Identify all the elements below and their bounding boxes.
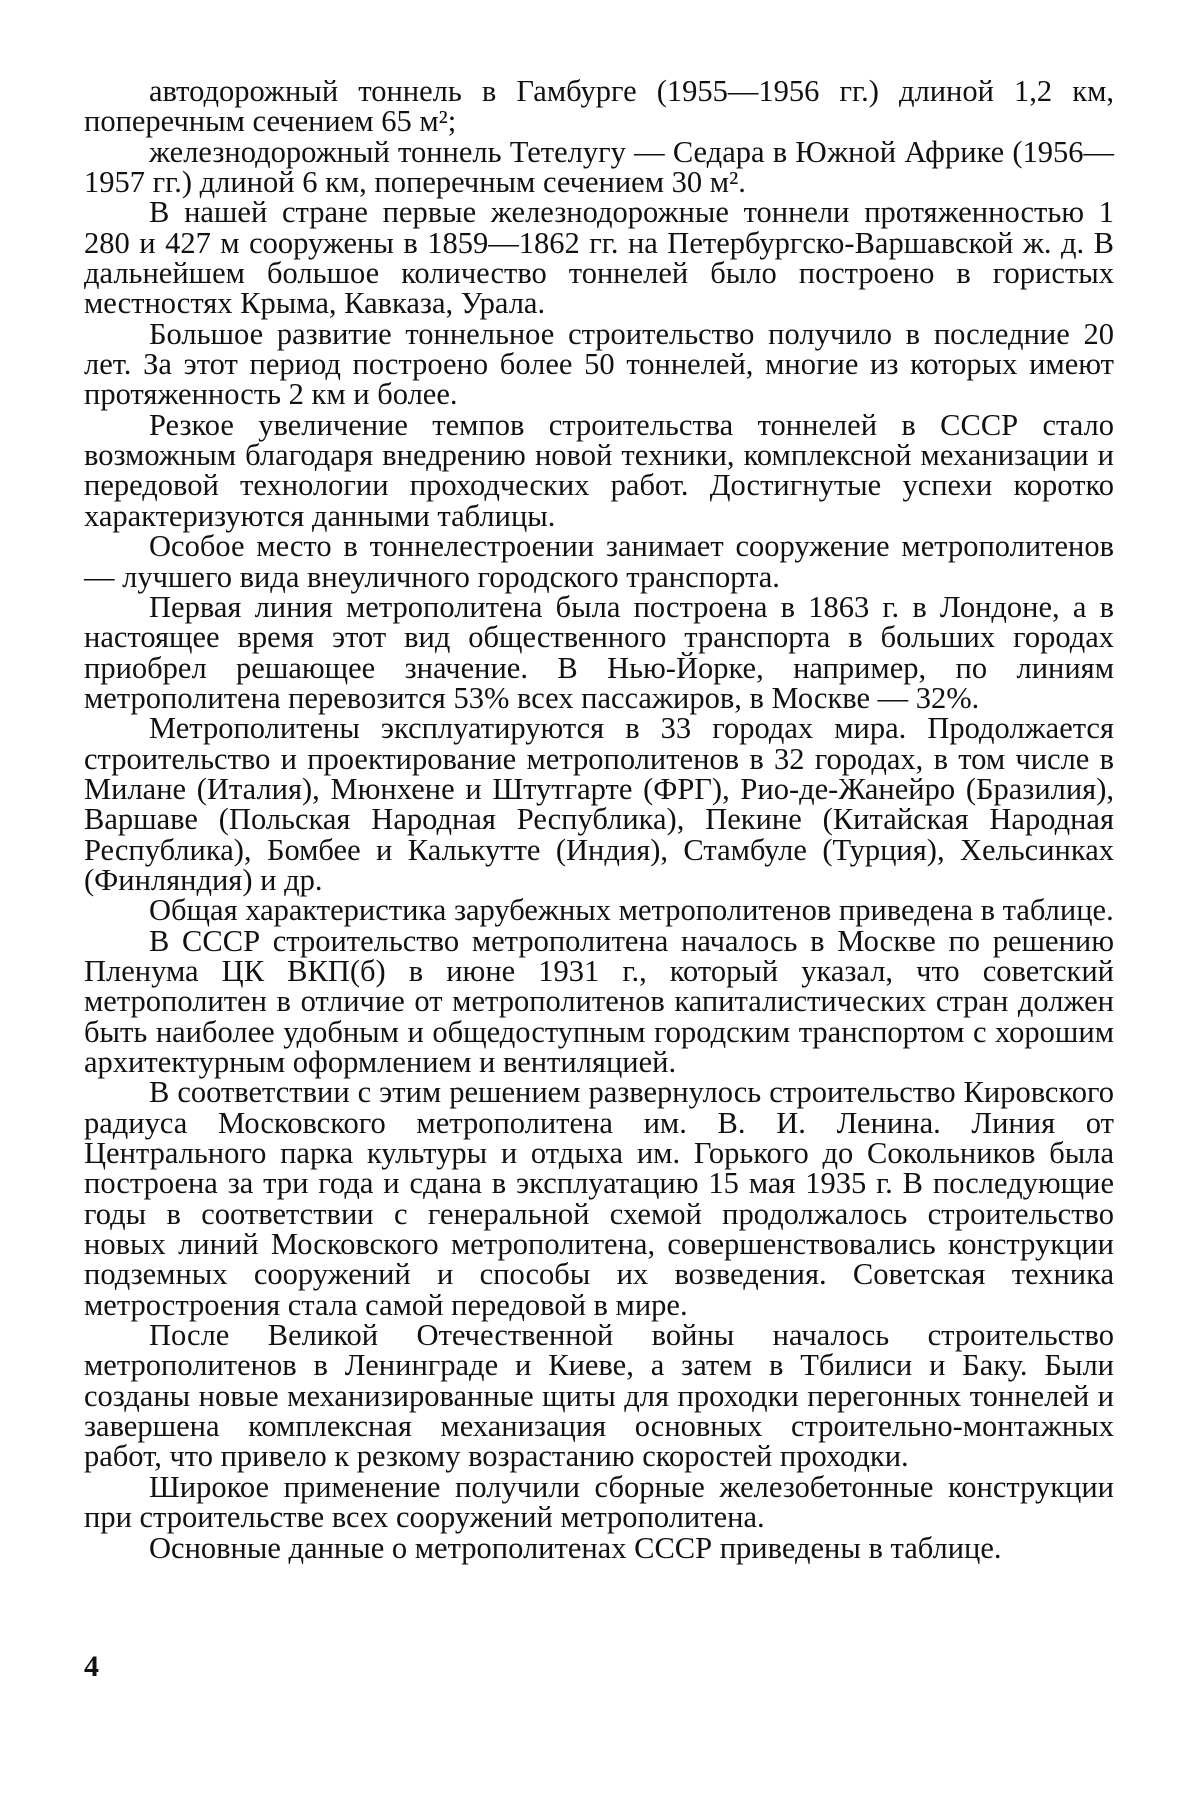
paragraph-7: Первая линия метрополитена была построена в 1863 г. в Лондоне, а в настоящее время этот вид общественного транспорта в больших городах приобрел решающее значение. В Нью-Йорке, например, по линиям метрополитена перевозится 53% всех пассажиров, в Москве — 32%.: [84, 589, 1114, 715]
paragraph-2: железнодорожный тоннель Тетелугу — Седара в Южной Африке (1956—1957 гг.) длиной 6 км, поперечным сечением 30 м².: [84, 134, 1114, 200]
paragraph-1: автодорожный тоннель в Гамбурге (1955—1956 гг.) длиной 1,2 км, поперечным сечением 65 м²;: [84, 74, 1114, 139]
paragraph-5: Резкое увеличение темпов строительства тоннелей в СССР стало возможным благодаря внедрению новой техники, комплексной механизации и передовой технологии проходческих работ. Достигнутые успехи коротко характеризуются данными таблицы.: [84, 407, 1114, 533]
paragraph-3: В нашей стране первые железнодорожные тоннели протяженностью 1 280 и 427 м сооружены в 1859—1862 гг. на Петербургско-Варшавской ж. д. В дальнейшем большое количество тоннелей было построено в гористых местностях Крыма, Кавказа, Урала.: [84, 195, 1114, 321]
paragraph-10: В СССР строительство метрополитена началось в Москве по решению Пленума ЦК ВКП(б) в июне 1931 г., который указал, что советский метрополитен в отличие от метрополитенов капиталистических стран должен быть наиболее удобным и общедоступным городским транспортом с хорошим архитектурным оформлением и вентиляцией.: [84, 923, 1114, 1079]
paragraph-14: Основные данные о метрополитенах СССР приведены в таблице.: [149, 1530, 1002, 1565]
paragraph-6: Особое место в тоннелестроении занимает сооружение метрополитенов — лучшего вида внеуличного городского транспорта.: [84, 529, 1114, 594]
paragraph-12: После Великой Отечественной войны началось строительство метрополитенов в Ленинграде и Киеве, а затем в Тбилиси и Баку. Были созданы новые механизированные щиты для проходки перегонных тоннелей и завершена комплексная механизация основных строительно-монтажных работ, что привело к резкому возрастанию скоростей проходки.: [84, 1318, 1114, 1474]
paragraph-9: Общая характеристика зарубежных метрополитенов приведена в таблице.: [149, 893, 1114, 928]
paragraph-13: Широкое применение получили сборные железобетонные конструкции при строительстве всех сооружений метрополитена.: [84, 1469, 1114, 1535]
paragraph-11: В соответствии с этим решением развернулось строительство Кировского радиуса Московского метрополитена им. В. И. Ленина. Линия от Центрального парка культуры и отдыха им. Горького до Сокольников была построена за три года и сдана в эксплуатацию 15 мая 1935 г. В последующие годы в соответствии с генеральной схемой продолжалось строительство новых линий Московского метрополитена, совершенствовались конструкции подземных сооружений и способы их возведения. Советская техника метростроения стала самой передовой в мире.: [84, 1075, 1114, 1322]
paragraph-8: Метрополитены эксплуатируются в 33 городах мира. Продолжается строительство и проектирование метрополитенов в 32 городах, в том числе в Милане (Италия), Мюнхене и Штутгарте (ФРГ), Рио-де-Жанейро (Бразилия), Варшаве (Польская Народная Республика), Пекине (Китайская Народная Республика), Бомбее и Калькутте (Индия), Стамбуле (Турция), Хельсинках (Финляндия) и др.: [84, 711, 1114, 897]
page-number: 4: [84, 1650, 99, 1683]
paragraph-4: Большое развитие тоннельное строительство получило в последние 20 лет. За этот период построено более 50 тоннелей, многие из которых имеют протяженность 2 км и более.: [84, 316, 1114, 412]
page-text: [84, 76, 1114, 1563]
